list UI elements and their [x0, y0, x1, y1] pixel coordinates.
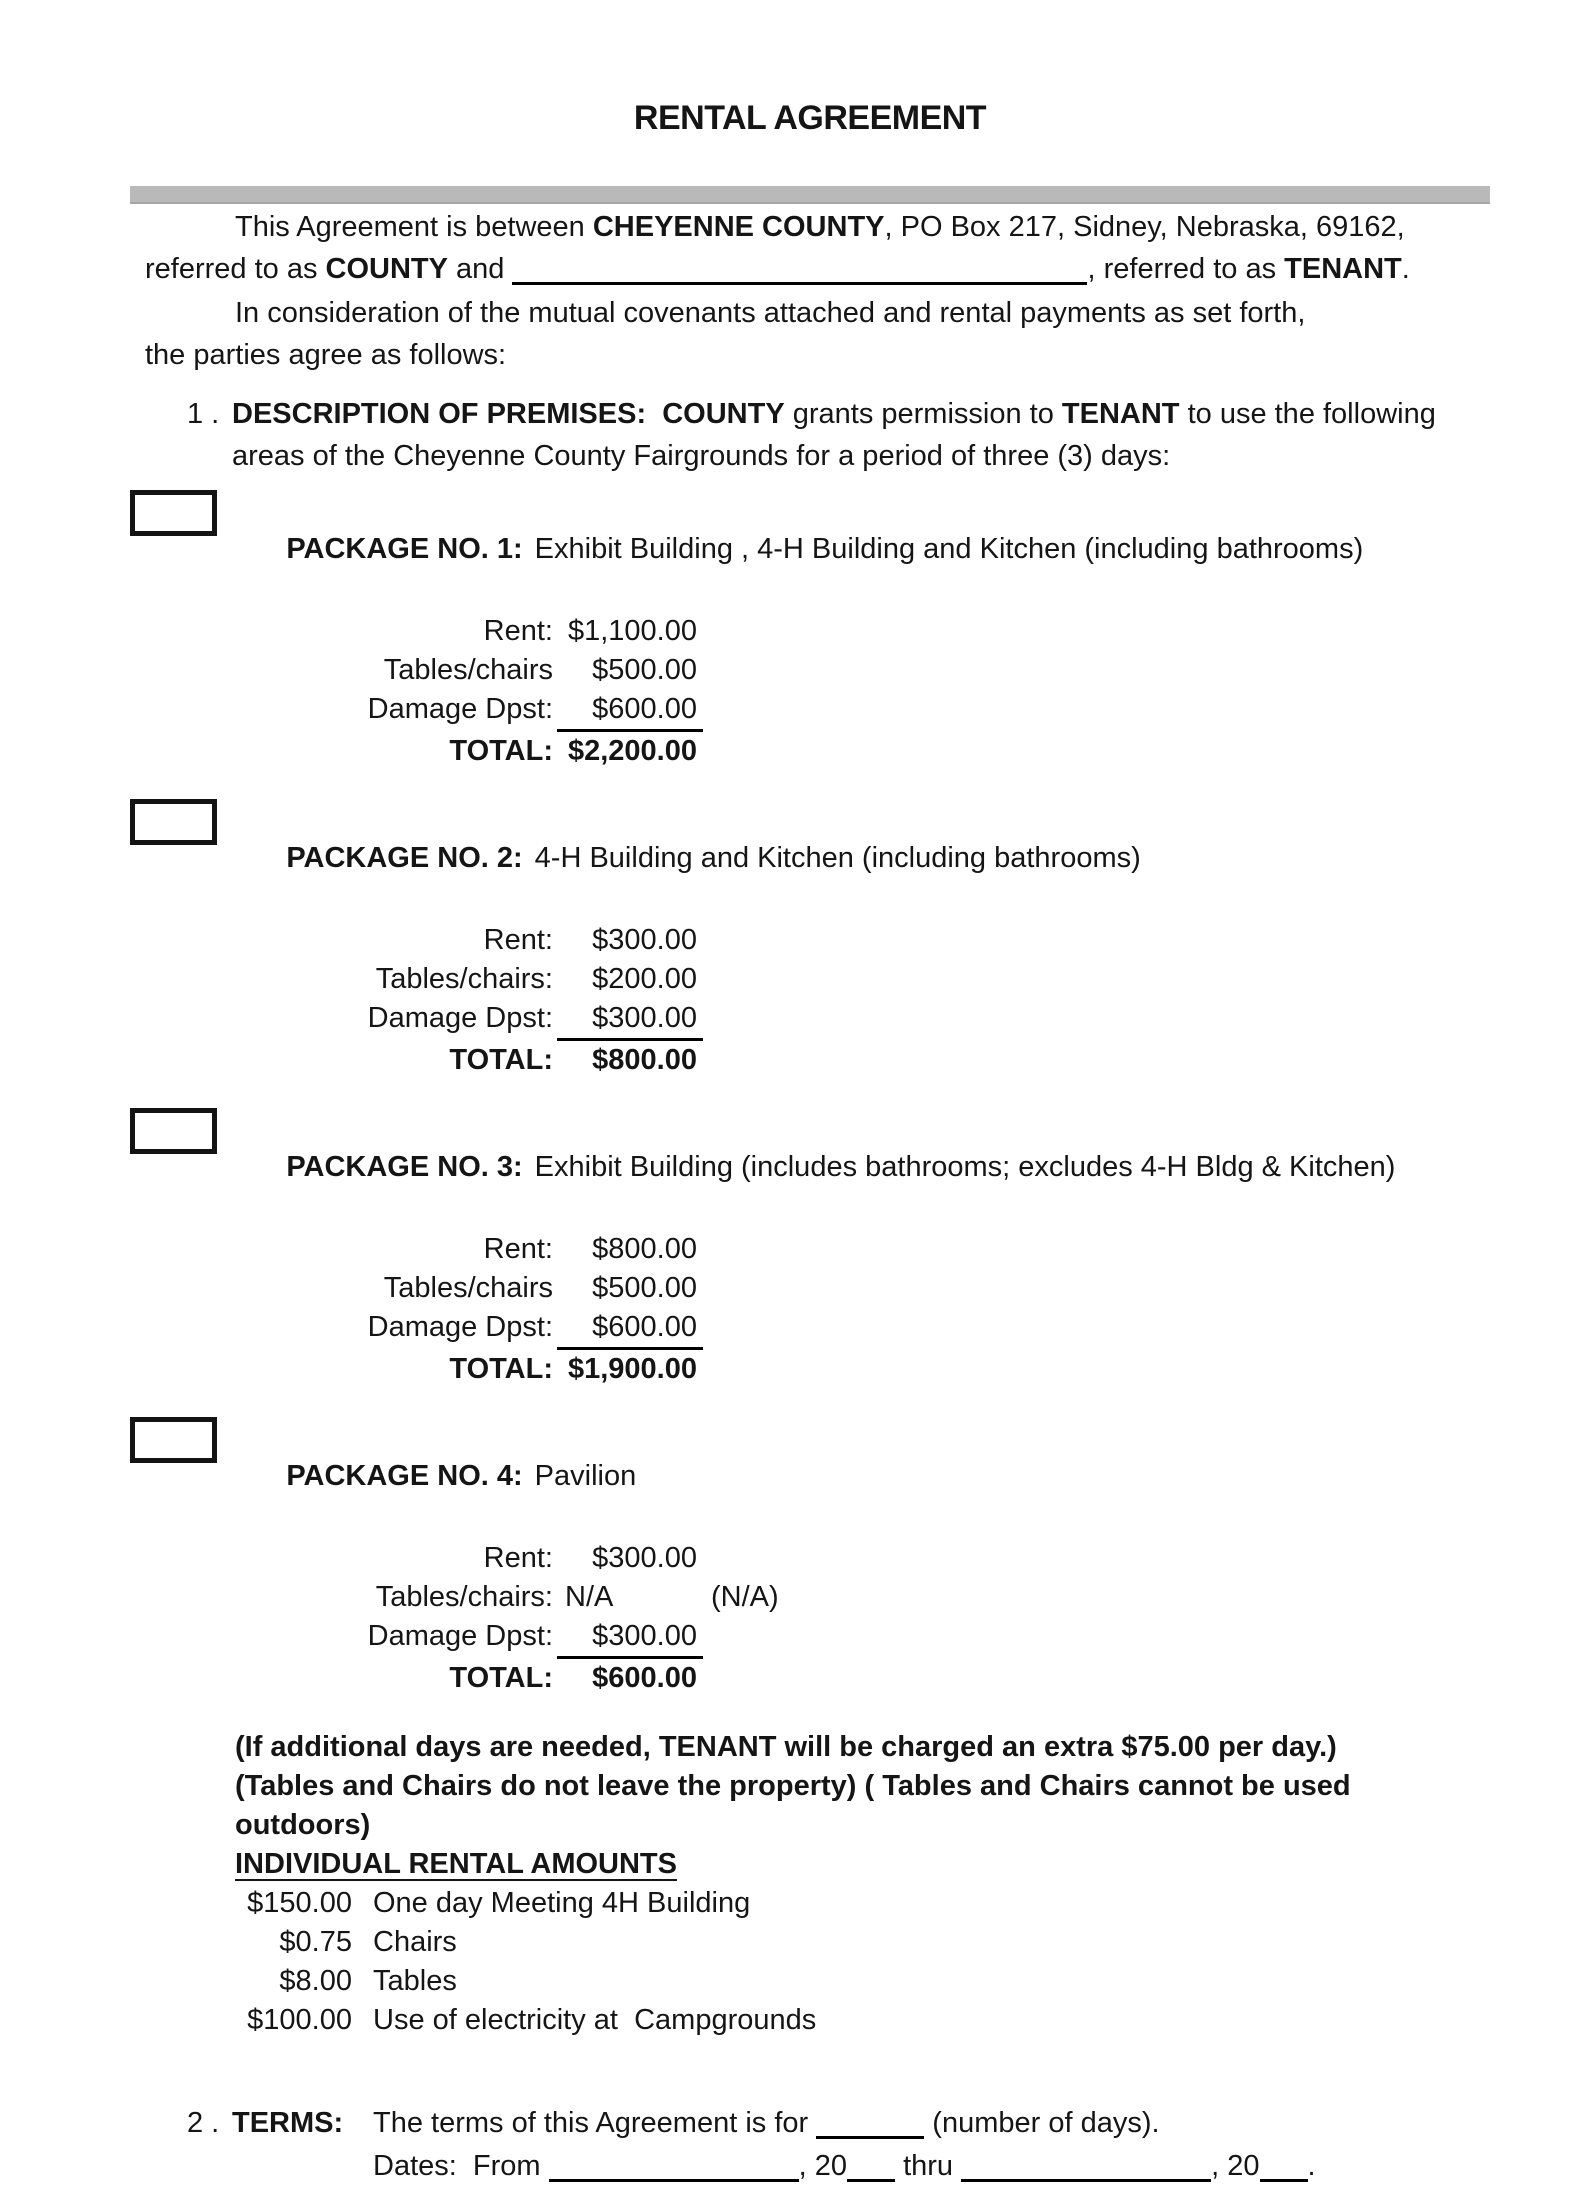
fee-label: Damage Dpst: [367, 1311, 553, 1343]
fee-label: TOTAL: [449, 1662, 553, 1694]
fee-value: $600.00 [557, 1308, 703, 1350]
terms-duration-text [373, 2102, 1490, 2144]
intro-paragraph-1 [130, 206, 1490, 290]
package-section [130, 1413, 1490, 1698]
note-extra-days: (If additional days are needed, TENANT will be charged an extra $75.00 per day.) [235, 1731, 1337, 1763]
fee-row [238, 1578, 1490, 1617]
package-2-checkbox[interactable] [130, 799, 217, 845]
package-section [130, 795, 1490, 1080]
package-1-checkbox[interactable] [130, 490, 217, 536]
fee-value: N/A [565, 1581, 614, 1613]
package-label: PACKAGE NO. 2: [286, 842, 523, 874]
package-description: Pavilion [534, 1460, 637, 1492]
date-from-blank[interactable] [549, 2149, 799, 2182]
year-from-blank[interactable] [847, 2149, 895, 2182]
amount-value: $150.00 [247, 1887, 352, 1919]
text-span: grants permission to [784, 398, 1062, 430]
package-label: PACKAGE NO. 1: [286, 533, 523, 565]
fee-label: Damage Dpst: [367, 1620, 553, 1652]
fee-label: Rent: [483, 924, 553, 956]
package-description: Exhibit Building (includes bathrooms; excludes 4-H Bldg & Kitchen) [534, 1151, 1396, 1183]
number-of-days-blank[interactable] [816, 2106, 924, 2139]
text-line [232, 393, 1490, 435]
section-2-terms [130, 2102, 1490, 2186]
fee-row [238, 1539, 1490, 1578]
fee-row [238, 1617, 1490, 1659]
package-description: 4-H Building and Kitchen (including bathrooms) [534, 842, 1141, 874]
fee-row [238, 1350, 1490, 1389]
fee-value: $300.00 [557, 999, 703, 1041]
page-title: RENTAL AGREEMENT [633, 99, 987, 137]
text-span: (number of days). [924, 2107, 1160, 2139]
individual-amount-row [145, 1884, 1490, 1923]
fee-label: Tables/chairs: [375, 963, 553, 995]
package-fee-table [238, 1539, 1490, 1698]
individual-amount-row [145, 1923, 1490, 1962]
year-thru-blank[interactable] [1260, 2149, 1308, 2182]
text-line [232, 435, 1490, 477]
text-line [145, 334, 1490, 376]
package-title-line [238, 1104, 1490, 1230]
packages [130, 486, 1490, 1698]
text-span: This Agreement is between [235, 211, 593, 243]
fee-label: Damage Dpst: [367, 693, 553, 725]
fee-row [238, 1041, 1490, 1080]
fee-value: $500.00 [592, 1272, 697, 1304]
package-fee-table [238, 921, 1490, 1080]
title-underline-bar [130, 186, 1490, 204]
fee-value: $800.00 [592, 1044, 697, 1076]
package-title-line [238, 1413, 1490, 1539]
text-span: , PO Box 217, Sidney, Nebraska, 69162, [884, 211, 1405, 243]
fee-value: $1,900.00 [567, 1353, 697, 1385]
fee-label: Rent: [483, 1542, 553, 1574]
text-span: COUNTY [325, 253, 448, 285]
amount-item: One day Meeting 4H Building [373, 1887, 751, 1919]
text-line [235, 292, 1490, 334]
amount-item: Tables [373, 1965, 457, 1997]
text-span: In consideration of the mutual covenants attached and rental payments as set forth, [235, 297, 1306, 329]
fee-value: $600.00 [592, 1662, 697, 1694]
terms-line-1 [130, 2102, 1490, 2144]
text-span: Dates: From [373, 2150, 549, 2182]
intro-paragraph-2 [130, 292, 1490, 376]
package-4-checkbox[interactable] [130, 1417, 217, 1463]
fee-label: TOTAL: [449, 1353, 553, 1385]
fee-row [238, 960, 1490, 999]
text-span: areas of the Cheyenne County Fairgrounds for a period of three (3) days: [232, 440, 1171, 472]
fee-value: $300.00 [592, 924, 697, 956]
package-label: PACKAGE NO. 3: [286, 1151, 523, 1183]
package-3-checkbox[interactable] [130, 1108, 217, 1154]
package-description: Exhibit Building , 4-H Building and Kitchen (including bathrooms) [534, 533, 1364, 565]
text-span: . [1307, 2150, 1316, 2182]
note-tables-chairs: (Tables and Chairs do not leave the property) ( Tables and Chairs cannot be used outdoors) [235, 1770, 1359, 1841]
date-thru-blank[interactable] [961, 2149, 1211, 2182]
fee-label: Damage Dpst: [367, 1002, 553, 1034]
text-span: The terms of this Agreement is for [373, 2107, 817, 2139]
section-number: 2 . [187, 2107, 220, 2139]
text-span: , 20 [798, 2150, 848, 2182]
text-line [235, 206, 1490, 248]
fee-label: TOTAL: [449, 735, 553, 767]
fee-row [238, 651, 1490, 690]
fee-row [238, 921, 1490, 960]
text-line [145, 248, 1490, 290]
text-span: . [1401, 253, 1410, 285]
fee-value: $600.00 [557, 690, 703, 732]
fee-row [238, 732, 1490, 771]
fee-value: $2,200.00 [567, 735, 697, 767]
fee-row [238, 1230, 1490, 1269]
fee-extra-value: (N/A) [711, 1581, 779, 1613]
individual-rental-amounts-heading: INDIVIDUAL RENTAL AMOUNTS [235, 1848, 677, 1880]
individual-amounts-list [145, 1884, 1490, 2040]
text-span: to use the following [1179, 398, 1436, 430]
fee-value: $200.00 [592, 963, 697, 995]
fee-value: $800.00 [592, 1233, 697, 1265]
fee-row [238, 1308, 1490, 1350]
text-span: CHEYENNE COUNTY [592, 211, 885, 243]
fee-label: Tables/chairs: [375, 1581, 553, 1613]
amount-value: $8.00 [279, 1965, 352, 1997]
package-section [130, 486, 1490, 771]
text-span: TENANT [1284, 253, 1402, 285]
package-label: PACKAGE NO. 4: [286, 1460, 523, 1492]
amount-value: $0.75 [279, 1926, 352, 1958]
amount-item: Use of electricity at Campgrounds [373, 2004, 817, 2036]
text-span: DESCRIPTION OF PREMISES: COUNTY [232, 398, 785, 430]
amount-value: $100.00 [247, 2004, 352, 2036]
amount-item: Chairs [373, 1926, 457, 1958]
text-span: , referred to as [1087, 253, 1285, 285]
section-number: 1 . [187, 398, 220, 430]
text-span: and [447, 253, 513, 285]
fee-row [238, 1659, 1490, 1698]
package-title-line [238, 486, 1490, 612]
fee-row [238, 690, 1490, 732]
fee-row [238, 1269, 1490, 1308]
notes-block [235, 1728, 1490, 1884]
fee-value: $300.00 [557, 1617, 703, 1659]
text-span: thru [895, 2150, 962, 2182]
text-span: , 20 [1211, 2150, 1260, 2182]
fee-value: $1,100.00 [567, 615, 697, 647]
terms-dates-text [373, 2146, 1490, 2186]
text-span: referred to as [145, 253, 326, 285]
fee-label: Tables/chairs [383, 654, 553, 686]
tenant-name-blank[interactable] [512, 252, 1087, 285]
fee-label: Tables/chairs [383, 1272, 553, 1304]
package-title-line [238, 795, 1490, 921]
individual-amount-row [145, 2001, 1490, 2040]
fee-row [238, 999, 1490, 1041]
individual-amount-row [145, 1962, 1490, 2001]
section-1-description-of-premises [130, 393, 1490, 477]
section-1-text [232, 393, 1490, 477]
text-span: the parties agree as follows: [145, 339, 507, 371]
package-fee-table [238, 612, 1490, 771]
fee-label: TOTAL: [449, 1044, 553, 1076]
package-section [130, 1104, 1490, 1389]
fee-label: Rent: [483, 615, 553, 647]
text-span: TENANT [1061, 398, 1180, 430]
terms-label: TERMS: [232, 2107, 344, 2139]
package-fee-table [238, 1230, 1490, 1389]
fee-row [238, 612, 1490, 651]
fee-value: $300.00 [592, 1542, 697, 1574]
fee-value: $500.00 [592, 654, 697, 686]
fee-label: Rent: [483, 1233, 553, 1265]
